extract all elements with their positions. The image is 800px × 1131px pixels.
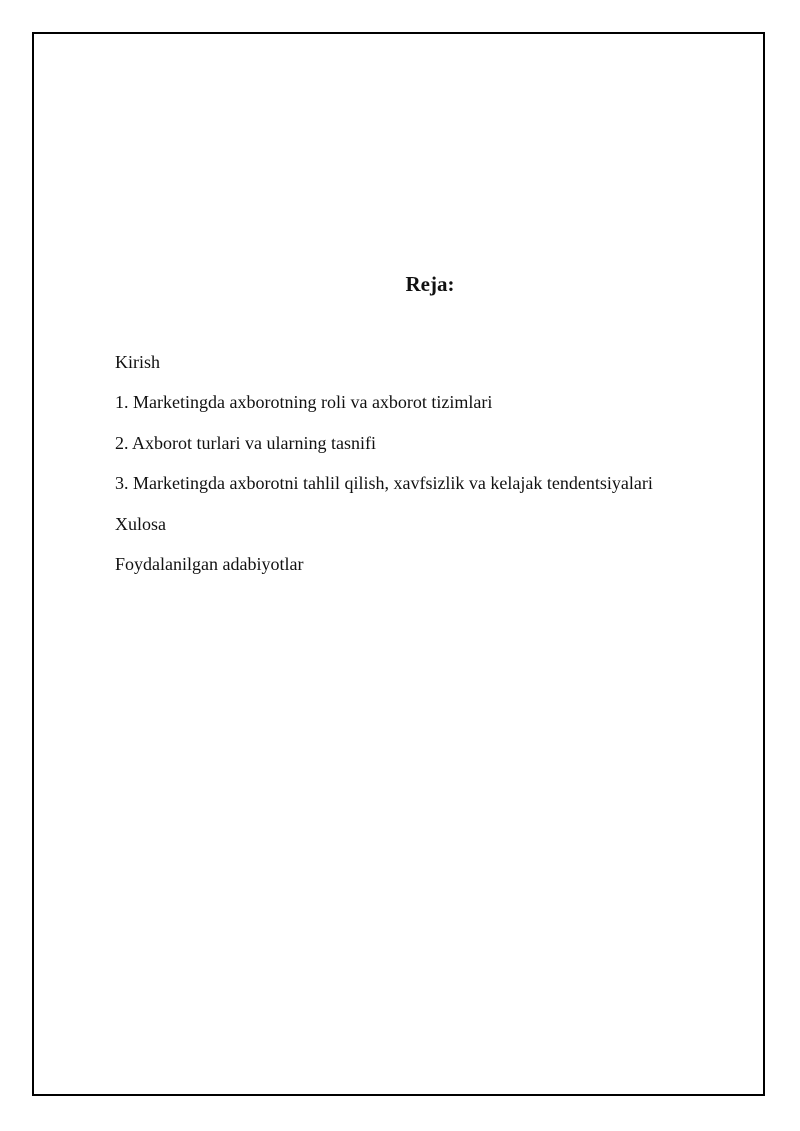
page-title: Reja: [405, 272, 455, 296]
table-of-contents [115, 350, 653, 592]
toc-item-introduction: Kirish [115, 352, 160, 372]
toc-item-chapter-2: 2. Axborot turlari va ularning tasnifi [115, 432, 376, 453]
toc-item-references: Foydalanilgan adabiyotlar [115, 553, 304, 574]
toc-item-chapter-3: 3. Marketingda axborotni tahlil qilish, xavfsizlik va kelajak tendentsiyalari [115, 473, 653, 494]
toc-item-conclusion: Xulosa [115, 513, 166, 534]
toc-item-chapter-1: 1. Marketingda axborotning roli va axborot tizimlari [115, 392, 493, 413]
